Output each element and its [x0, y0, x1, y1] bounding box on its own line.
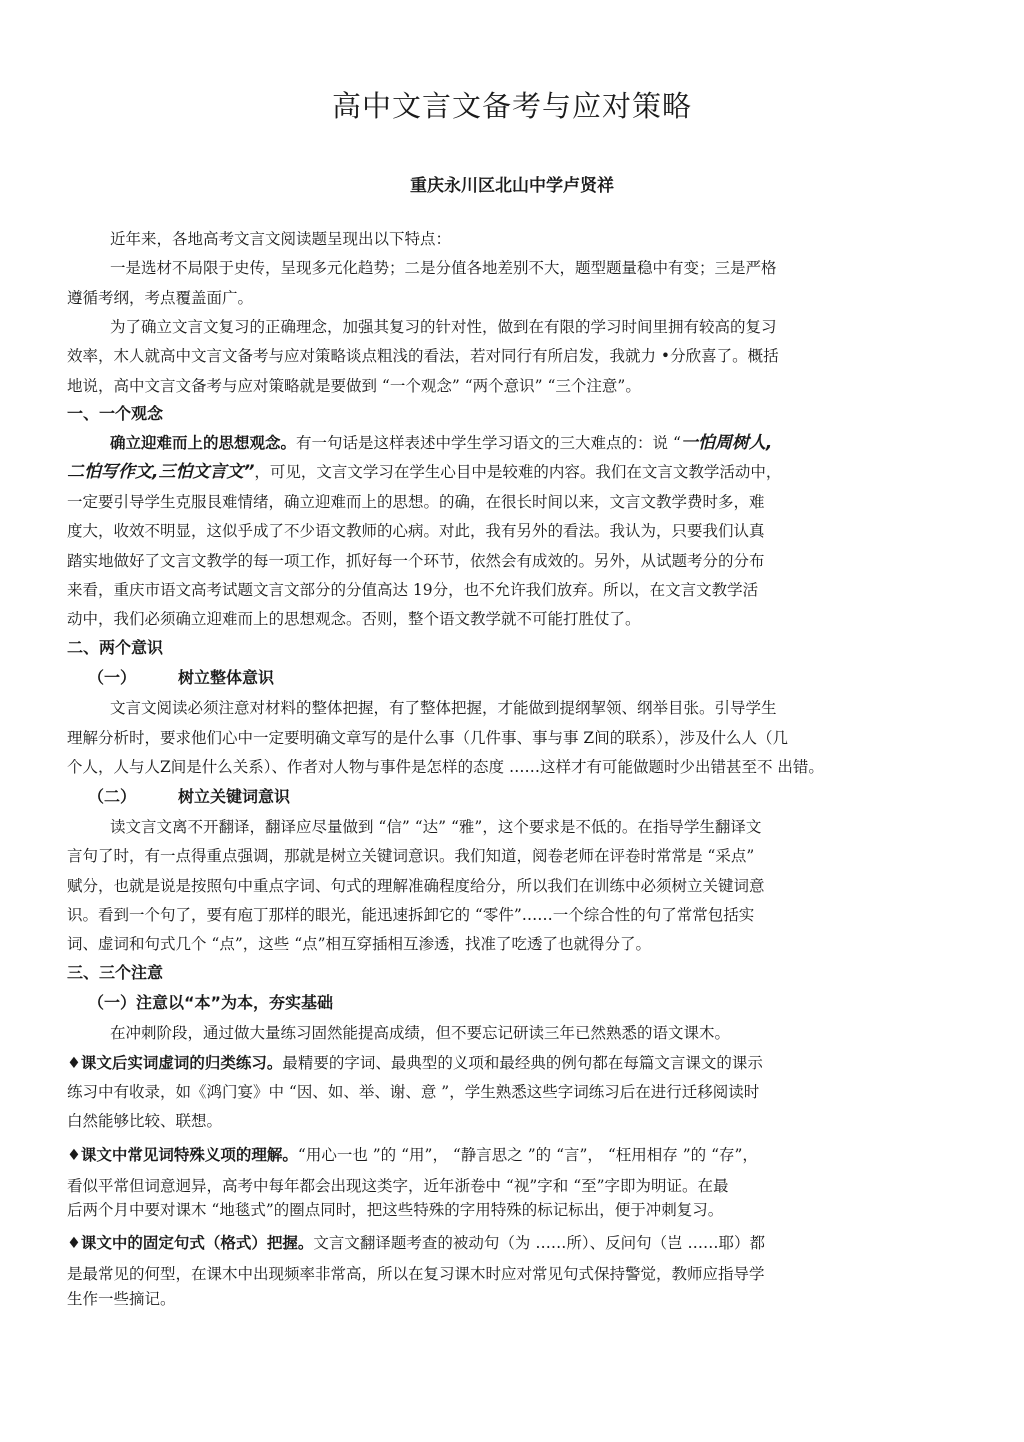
paragraph-line: 理解分析时，要求他们心中一定要明确文章写的是什么事（几件事、事与事 Z间的联系），涉及什么人（几: [67, 729, 788, 747]
italic-quote: 一怕周树人,: [680, 433, 773, 453]
subsection-heading: [88, 787, 290, 807]
paragraph-line: 遵循考纲，考点覆盖面广。: [67, 289, 254, 307]
paragraph-line: 在冲刺阶段，通过做大量练习固然能提高成绩，但不要忘记研读三年已然熟悉的语文课木。: [110, 1024, 731, 1042]
section-heading: 一、一个观念: [67, 404, 164, 423]
paragraph-line: [67, 462, 781, 482]
paragraph-line: 度大，收效不明显，这似乎成了不少语文教师的心病。对此，我有另外的看法。我认为，只要我们认真: [67, 522, 765, 540]
paragraph-line: 动中，我们必须确立迎难而上的思想观念。否则，整个语文教学就不可能打胜仗了。: [67, 610, 641, 628]
line-text: “用心一也 ”的 “用”， “静言思之 ”的 “言”， “枉用相存 ”的 “存”，: [297, 1146, 758, 1164]
subsection-number: （二）: [88, 787, 137, 806]
paragraph-line: 识。看到一个句了，要有庖丁那样的眼光，能迅速拆卸它的 “零件”……一个综合性的句了常常包括实: [67, 906, 755, 924]
subsection-title: 树立整体意识: [178, 668, 275, 687]
line-text: 最精要的字词、最典型的义项和最经典的例句都在每篇文言课文的课示: [282, 1054, 763, 1072]
paragraph-line: [110, 433, 772, 453]
paragraph-line: 生作一些摘记。: [67, 1290, 176, 1308]
bullet-heading: ♦课文中的固定句式（格式）把握。: [67, 1234, 314, 1252]
bold-lead: 确立迎难而上的思想观念。: [110, 434, 297, 452]
line-text: ，可见，文言文学习在学生心目中是较难的内容。我们在文言文教学活动中，: [254, 463, 782, 481]
paragraph-line: 白然能够比较、联想。: [67, 1112, 223, 1130]
bullet-line: [67, 1145, 758, 1165]
subsection-heading: （一）注意以“本”为本，夯实基础: [88, 993, 334, 1012]
paragraph-line: 个人，人与人Z间是什么关系）、作者对人物与事件是怎样的态度 ……这样才有可能做题时少出错甚至不 出错。: [67, 758, 824, 776]
paragraph-line: 来看，重庆市语文高考试题文言文部分的分值高达 19分，也不允许我们放弃。所以，在文言文教学活: [67, 581, 759, 599]
paragraph-line: 效率，木人就高中文言文备考与应对策略谈点粗浅的看法，若对同行有所启发，我就力 •分欣喜了。概括: [67, 347, 779, 365]
paragraph-line: 看似平常但词意迥异，高考中每年都会出现这类字，近年浙卷中 “视”字和 “至”字即为明证。在最: [67, 1177, 729, 1195]
paragraph-line: 地说，高中文言文备考与应对策略就是要做到 “一个观念” “两个意识” “三个注意”。: [67, 377, 641, 395]
bullet-line: [67, 1053, 763, 1073]
paragraph-line: 为了确立文言文复习的正确理念，加强其复习的针对性，做到在有限的学习时间里拥有较高的复习: [110, 318, 777, 336]
section-heading: 二、两个意识: [67, 638, 164, 657]
paragraph-line: 一定要引导学生克服艮难情绪，确立迎难而上的思想。的确，在很长时间以来，文言文教学费时多，难: [67, 493, 765, 511]
italic-quote: 二怕写作文,三怕文言文”: [67, 462, 255, 482]
subsection-title: 树立关键词意识: [178, 787, 291, 806]
bullet-line: [67, 1233, 765, 1253]
paragraph-line: 文言文阅读必须注意对材料的整体把握，有了整体把握，才能做到提纲挈领、纲举目张。引导学生: [110, 699, 777, 717]
subsection-number: （一）: [88, 668, 137, 687]
paragraph-line: 近年来，各地高考文言文阅读题呈现出以下特点：: [110, 230, 452, 248]
paragraph-line: 是最常见的何型，在课木中出现频率非常高，所以在复习课木时应对常见句式保持警觉，教师应指导学: [67, 1265, 765, 1283]
author-line: 重庆永川区北山中学卢贤祥: [410, 176, 614, 196]
bullet-heading: ♦课文后实词虚词的归类练习。: [67, 1054, 283, 1072]
line-text: 文言文翻译题考查的被动句（为 ……所）、反问句（岂 ……耶）都: [313, 1234, 766, 1252]
document-title: 高中文言文备考与应对策略: [331, 89, 692, 123]
paragraph-line: 后两个月中要对课木 “地毯式”的圈点同时，把这些特殊的字用特殊的标记标出，便于冲刺复习。: [67, 1201, 724, 1219]
section-heading: 三、三个注意: [67, 963, 164, 982]
subsection-heading: [88, 668, 274, 688]
paragraph-line: 词、虚词和句式几个 “点”，这些 “点”相互穿插相互渗透，找准了吃透了也就得分了。: [67, 935, 652, 953]
paragraph-line: 练习中有收录，如《鸿门宴》中 “因、如、举、谢、意 ”，学生熟悉这些字词练习后在进行迁移阅读时: [67, 1083, 760, 1101]
paragraph-line: 言句了时，有一点得重点强调，那就是树立关键词意识。我们知道，阅卷老师在评卷时常常是 “采点”: [67, 847, 755, 865]
paragraph-line: 一是选材不局限于史传，呈现多元化趋势；二是分值各地差别不大，题型题量稳中有变；三是严格: [110, 259, 777, 277]
bullet-heading: ♦课文中常见词特殊义项的理解。: [67, 1146, 298, 1164]
paragraph-line: 踏实地做好了文言文教学的每一项工作，抓好每一个环节，依然会有成效的。另外，从试题考分的分布: [67, 552, 765, 570]
paragraph-line: 读文言文离不开翻译，翻译应尽量做到 “信” “达” “雅”，这个要求是不低的。在指导学生翻译文: [110, 818, 762, 836]
line-text: 有一句话是这样表述中学生学习语文的三大难点的：说 “: [296, 434, 681, 452]
paragraph-line: 赋分，也就是说是按照句中重点字词、句式的理解准确程度给分，所以我们在训练中必须树立关键词意: [67, 877, 765, 895]
